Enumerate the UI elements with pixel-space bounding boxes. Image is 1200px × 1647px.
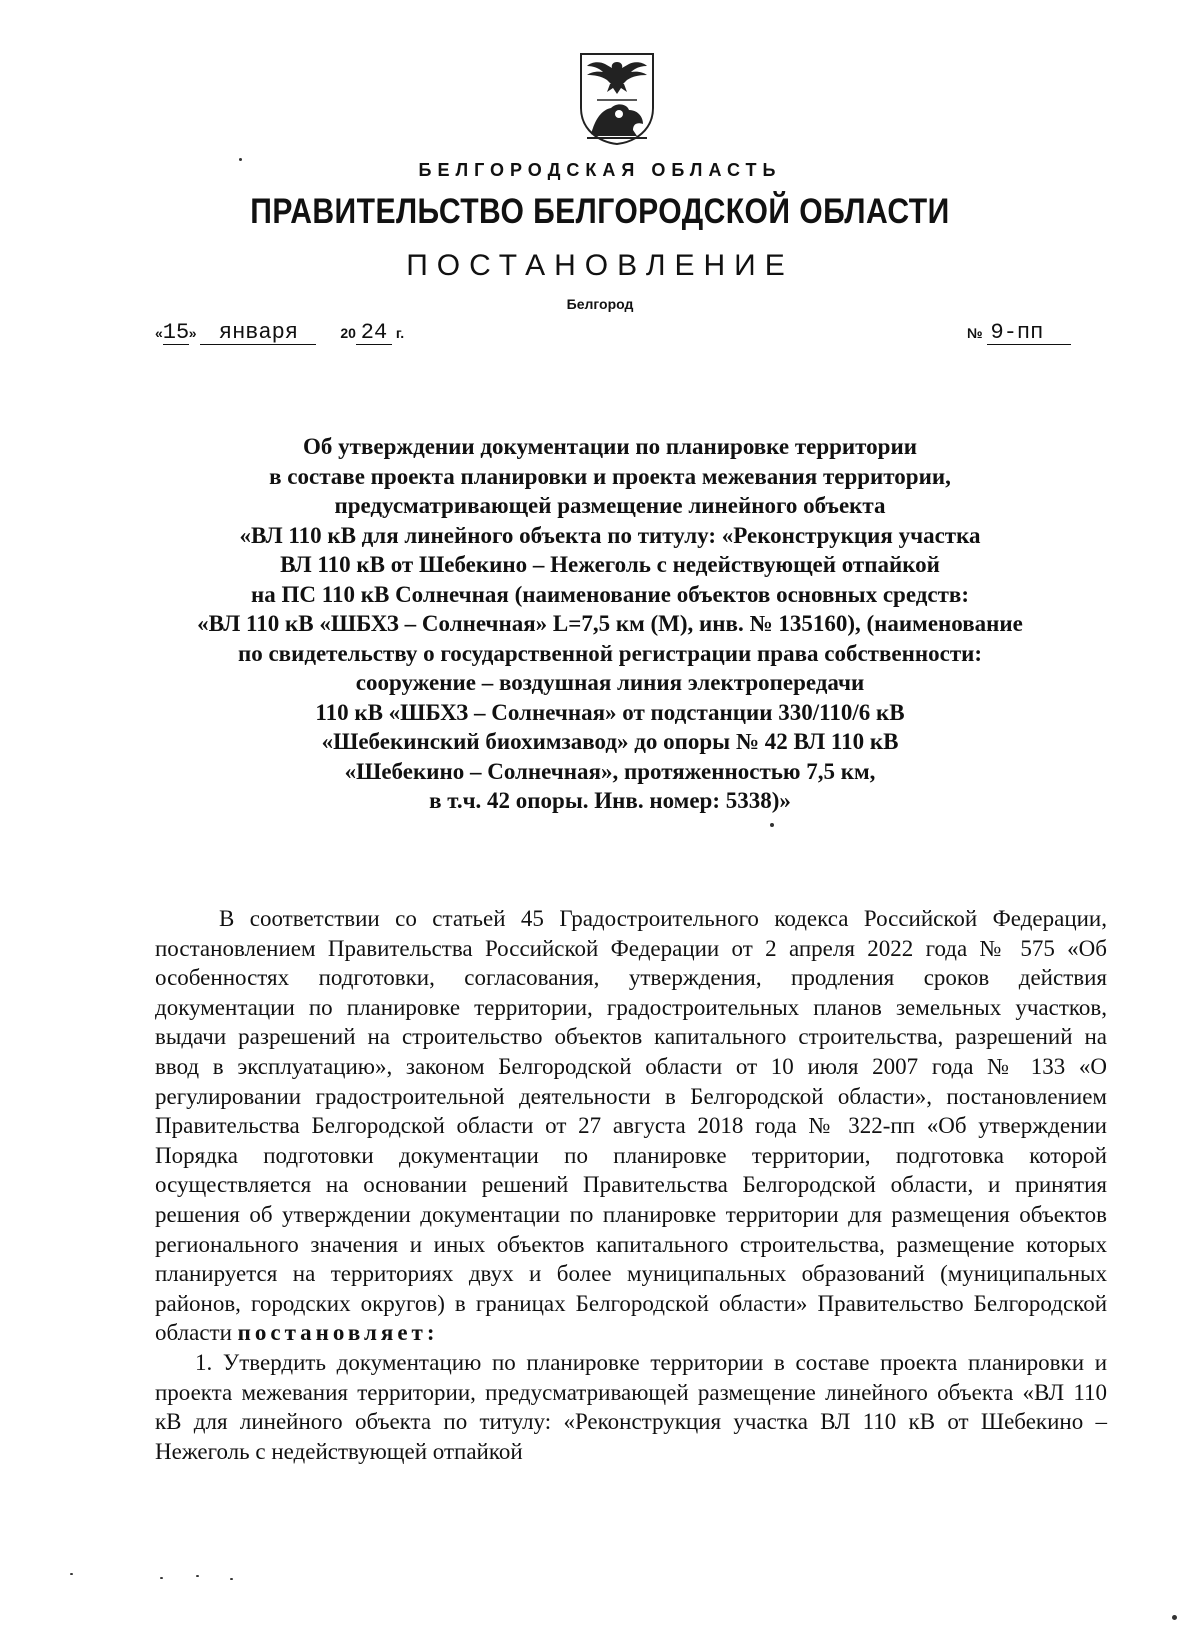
title-line: ВЛ 110 кВ от Шебекино – Нежеголь с недействующей отпайкой [280,552,940,577]
number-label: № [967,325,983,341]
preamble-text: В соответствии со статьей 45 Градостроительного кодекса Российской Федерации, постановлением Правительства Российской Федерации от 2 апреля 2022 года № 575 «Об особенностях подготовки, согласования, утверждения, продления сроков действия документации по планировке территории, градостроительных планов земельных участков, выдачи разрешений на строительство объектов капитального строительства, разрешений на ввод в эксплуатацию», законом Белгородской области от 10 июля 2007 года № 133 «О регулировании градостроительной деятельности в Белгородской области», постановлением Правительства Белгородской области от 27 августа 2018 года № 322-пп «Об утверждении Порядка подготовки документации по планировке территории, подготовка которой осуществляется на основании решений Правительства Белгородской области, и принятия решения об утверждении документации по планировке территории для размещения объектов регионального значения и иных объектов капитального строительства, размещение которых планируется на территориях двух и более муниципальных образований (муниципальных районов, городских округов) в границах Белгородской области» Правительство Белгородской области [155,906,1107,1346]
scan-speck [770,823,774,827]
preamble-paragraph [155,904,1107,1348]
title-line: «ВЛ 110 кВ для линейного объекта по титулу: «Реконструкция участка [239,522,981,548]
scan-speck [70,1573,73,1575]
item-1-paragraph: 1. Утвердить документацию по планировке территории в составе проекта планировки и проекта межевания территории, предусматривающей размещение линейного объекта «ВЛ 110 кВ для линейного объекта по титулу: «Реконструкция участка ВЛ 110 кВ от Шебекино – Нежеголь с недействующей отпайкой [155,1349,1107,1464]
document-date [155,322,404,345]
title-line: Об утверждении документации по планировке территории [303,434,917,459]
date-year-suffix: 24 [356,322,392,345]
title-line: 110 кВ «ШБХЗ – Солнечная» от подстанции 330/110/6 кВ [315,699,905,725]
scan-speck [1172,1615,1177,1620]
document-body [155,904,1107,1466]
date-close-quote: » [188,325,197,341]
document-type: ПОСТАНОВЛЕНИЕ [406,249,794,282]
date-month: января [200,322,316,345]
region-name: БЕЛГОРОДСКАЯ ОБЛАСТЬ [418,160,782,180]
scan-speck [239,158,242,161]
date-open-quote: « [155,325,163,341]
number-value: 9-пп [987,322,1071,345]
title-line: по свидетельству о государственной регистрации права собственности: [237,640,983,666]
title-line: «ВЛ 110 кВ «ШБХЗ – Солнечная» L=7,5 км (М), инв. № 135160), (наименование [197,611,1023,636]
title-line: на ПС 110 кВ Солнечная (наименование объектов основных средств: [251,581,969,607]
document-number [967,322,1071,345]
belgorod-coat-of-arms-icon [577,50,657,146]
scan-speck [230,1578,233,1580]
city-name: Белгород [566,296,634,312]
title-line: предусматривающей размещение линейного объекта [334,493,886,518]
resolves-word: постановляет: [237,1320,439,1346]
scan-speck [160,1577,163,1579]
title-line: в составе проекта планировки и проекта межевания территории, [269,463,951,489]
title-line: сооружение – воздушная линия электропередачи [355,670,865,695]
scan-speck [196,1575,199,1577]
date-year-prefix: 20 [340,325,356,341]
document-title [140,432,1080,816]
title-line: «Шебекино – Солнечная», протяженностью 7,5 км, [344,758,876,784]
date-year-abbr: г. [395,325,405,341]
government-name: ПРАВИТЕЛЬСТВО БЕЛГОРОДСКОЙ ОБЛАСТИ [250,192,950,231]
title-line: «Шебекинский биохимзавод» до опоры № 42 ВЛ 110 кВ [321,729,899,754]
date-day: 15 [162,320,190,345]
title-line: в т.ч. 42 опоры. Инв. номер: 5338)» [429,788,791,813]
